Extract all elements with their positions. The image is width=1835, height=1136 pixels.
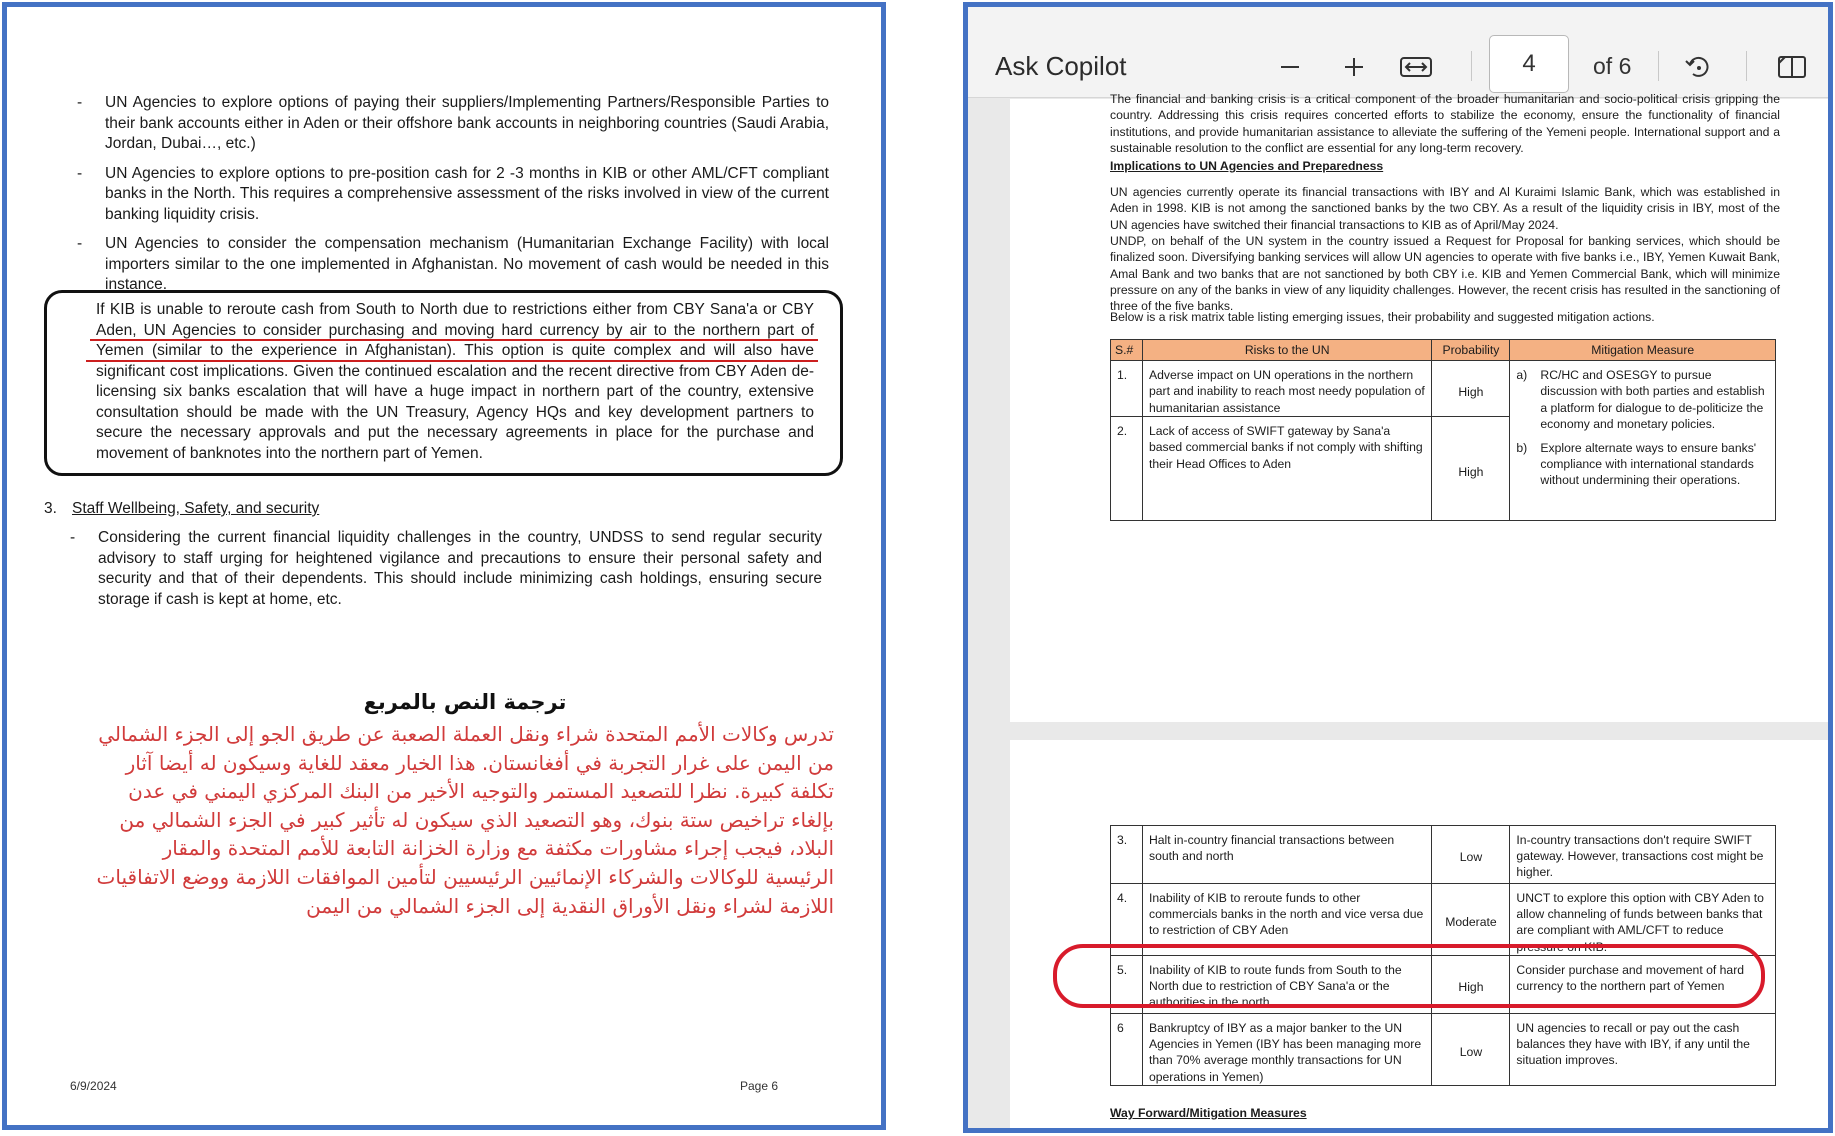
paragraph: UNDP, on behalf of the UN system in the country issued a Request for Proposal for banking services, which should be finalized soon. Diversifying banking services will allow UN agencies to operate with five banks i.e., IBY, Yemen Kuwait Bank, Amal Bank and two banks that are not sanctioned by both CBY i.e. KIB and Yemen Commercial Bank, which will minimize pressure on any of the banks in view of any liquidity challenges. However, the recent crisis has resulted in the sanctioning of three of the five banks. bbox=[1110, 234, 1780, 314]
column-header: Mitigation Measure bbox=[1510, 340, 1776, 361]
arabic-translation-title: ترجمة النص بالمربع bbox=[363, 690, 567, 714]
toolbar-divider bbox=[1746, 51, 1747, 81]
table-header-row bbox=[1111, 340, 1776, 361]
arabic-translation-body: تدرس وكالات الأمم المتحدة شراء ونقل العملة الصعبة عن طريق الجو إلى الجزء الشمالي من اليمن على غرار التجربة في أفغانستان. هذا الخيار معقد للغاية وسيكون له أيضا آثار تكلفة كبيرة. نظرا للتصعيد المستمر والتوجيه الأخير من البنك المركزي اليمني في عدن بإلغاء تراخيص ستة بنوك، وهو التصعيد الذي سيكون له تأثير كبير في الجزء الشمالي من البلاد، فيجب إجراء مشاورات مكثفة مع وزارة الخزانة التابعة للأمم المتحدة والمقار الرئيسية للوكالات والشركاء الإنمائيين الرئيسيين لتأمين الموافقات اللازمة ووضع الاتفاقيات اللازمة لشراء ونقل الأوراق النقدية إلى الجزء الشمالي من اليمن bbox=[96, 722, 834, 918]
page-view-icon[interactable] bbox=[1772, 47, 1812, 87]
plus-icon[interactable] bbox=[1334, 47, 1374, 87]
table-row: 6 Bankruptcy of IBY as a major banker to the UN Agencies in Yemen (IBY has been managing more than 70% average monthly transactions for UN operations in Yemen) Low UN agencies to recall or pay out the cash balances they have with IBY, if any until the situation improves. bbox=[1111, 1014, 1776, 1086]
bullet-text: UN Agencies to consider the compensation mechanism (Humanitarian Exchange Facility) with local importers similar to the one implemented in Afghanistan. No movement of cash would be needed in this instance. bbox=[105, 235, 829, 293]
paragraph: Below is a risk matrix table listing emerging issues, their probability and suggested mitigation actions. bbox=[1110, 310, 1655, 324]
bullet-item: - UN Agencies to explore options of paying their suppliers/Implementing Partners/Responsible Parties to their bank accounts either in Aden or their offshore bank accounts in neighboring countries (Saudi Arabia, Jordan, Dubai…, etc.) bbox=[77, 94, 829, 152]
page-number-input[interactable]: 4 bbox=[1489, 35, 1569, 93]
table-row: 1. Adverse impact on UN operations in the northern part and inability to reach most needy population of humanitarian assistance High a) RC/HC and OSESGY to pursue discussion with both parties and establish a platform for dialogue to de-politicize the economy and monetary policies. b) Explore alternate ways to ensure banks' compliance with international standards without undermining their operations. bbox=[1111, 361, 1776, 417]
table-row: 2. Lack of access of SWIFT gateway by Sana'a based commercial banks if not comply with shifting their Head Offices to Aden High bbox=[1111, 417, 1776, 521]
bullet-list bbox=[69, 93, 829, 305]
paragraph: UN agencies currently operate its financial transactions with IBY and Al Kuraimi Islamic Bank, which was established in Aden in 1998. KIB is not among the sanctioned banks by the two CBY. As a result of the liquidity crisis in IBY, most of the UN agencies have switched their financial transactions to KIB as of April/May 2024. bbox=[1110, 185, 1780, 232]
table-row: 5. Inability of KIB to route funds from South to the North due to restriction of CBY Sana'a or the authorities in the north. High Consider purchase and movement of hard currency to the northern part of Yemen bbox=[1111, 956, 1776, 1014]
fit-width-icon[interactable] bbox=[1396, 47, 1436, 87]
intro-paragraph: The financial and banking crisis is a critical component of the broader humanitarian and socio-political crisis gripping the country. Addressing this crisis requires concerted efforts to stabilize the economy, ensure the functionality of financial institutions, and provide humanitarian assistance to alleviate the suffering of the Yemeni people. International support and a sustainable resolution to the conflict are essential for any long-term recovery. bbox=[1110, 92, 1780, 155]
section3-bullet bbox=[62, 528, 822, 619]
column-header: Probability bbox=[1432, 340, 1510, 361]
viewer-toolbar bbox=[968, 7, 1828, 98]
pdf-page bbox=[1010, 92, 1833, 722]
way-forward-heading: Way Forward/Mitigation Measures bbox=[1110, 1106, 1307, 1120]
bullet-text: Considering the current financial liquidity challenges in the country, UNDSS to send regular security advisory to staff urging for heightened vigilance and precautions to ensure their personal safety and security and that of their dependents. This should include minimizing cash holdings, ensuring secure storage if cash is kept at home, etc. bbox=[98, 529, 822, 608]
footer-date: 6/9/2024 bbox=[70, 1079, 117, 1093]
section-heading: 3. Staff Wellbeing, Safety, and security bbox=[44, 500, 320, 517]
footer-page: Page 6 bbox=[740, 1079, 779, 1093]
mitigation-item: b) Explore alternate ways to ensure banks' compliance with international standards without undermining their operations. bbox=[1516, 441, 1757, 488]
pdf-page bbox=[1010, 740, 1833, 1133]
risk-matrix-table bbox=[1110, 339, 1776, 521]
column-header: Risks to the UN bbox=[1142, 340, 1431, 361]
page-count-label: of 6 bbox=[1593, 53, 1632, 79]
mitigation-item: a) RC/HC and OSESGY to pursue discussion with both parties and establish a platform for dialogue to de-politicize the economy and monetary policies. bbox=[1516, 368, 1765, 431]
ask-copilot-button[interactable]: Ask Copilot bbox=[995, 51, 1127, 81]
bullet-item: - UN Agencies to explore options to pre-position cash for 2 -3 months in KIB or other AML/CFT compliant banks in the North. This requires a comprehensive assessment of the risks involved in view of the current banking liquidity crisis. bbox=[77, 164, 829, 223]
bullet-text: UN Agencies to explore options to pre-position cash for 2 -3 months in KIB or other AML/CFT compliant banks in the North. This requires a comprehensive assessment of the risks involved in view of the current banking liquidity crisis. bbox=[105, 164, 829, 223]
mitigation-cell bbox=[1510, 361, 1776, 521]
table-row: 3. Halt in-country financial transactions between south and north Low In-country transactions don't require SWIFT gateway. However, transactions cost might be higher. bbox=[1111, 826, 1776, 884]
implications-heading: Implications to UN Agencies and Preparedness bbox=[1110, 159, 1384, 173]
toolbar-divider bbox=[1471, 51, 1472, 81]
bullet-item: - UN Agencies to consider the compensation mechanism (Humanitarian Exchange Facility) with local importers similar to the one implemented in Afghanistan. No movement of cash would be needed in this instance. bbox=[77, 235, 829, 293]
rotate-icon[interactable] bbox=[1678, 47, 1718, 87]
red-underline bbox=[90, 339, 818, 341]
table-row: 4. Inability of KIB to reroute funds to other commercials banks in the north and vice versa due to restriction of CBY Aden Moderate UNCT to explore this option with CBY Aden to allow channeling of funds between banks that are compliant with AML/CFT to reduce pressure on KIB. bbox=[1111, 884, 1776, 956]
minus-icon[interactable] bbox=[1270, 47, 1310, 87]
bullet-text: UN Agencies to explore options of paying their suppliers/Implementing Partners/Responsible Parties to their bank accounts either in Aden or their offshore bank accounts in neighboring countries (Saudi Arabia, Jordan, Dubai…, etc.) bbox=[105, 94, 829, 152]
toolbar-divider bbox=[1658, 51, 1659, 81]
red-highlight-oval bbox=[1053, 944, 1765, 1008]
bullet-item: - Considering the current financial liquidity challenges in the country, UNDSS to send regular security advisory to staff urging for heightened vigilance and precautions to ensure their personal safety and security and that of their dependents. This should include minimizing cash holdings, ensuring secure storage if cash is kept at home, etc. bbox=[70, 529, 822, 608]
highlighted-paragraph: If KIB is unable to reroute cash from South to North due to restrictions either from CBY Sana'a or CBY Aden, UN Agencies to consider purchasing and moving hard currency by air to the northern part of Yemen (similar to the experience in Afghanistan). This option is quite complex and will also have significant cost implications. Given the continued escalation and the recent directive from CBY Aden de-licensing six banks escalation that will have a huge impact in northern part of the country, extensive consultation should be made with the UN Treasury, Agency HQs and key development partners to secure the necessary approvals and put the necessary agreements in place for the purchase and movement of banknotes into the northern part of Yemen. bbox=[96, 301, 814, 462]
red-underline bbox=[86, 360, 818, 362]
column-header: S.# bbox=[1111, 340, 1143, 361]
